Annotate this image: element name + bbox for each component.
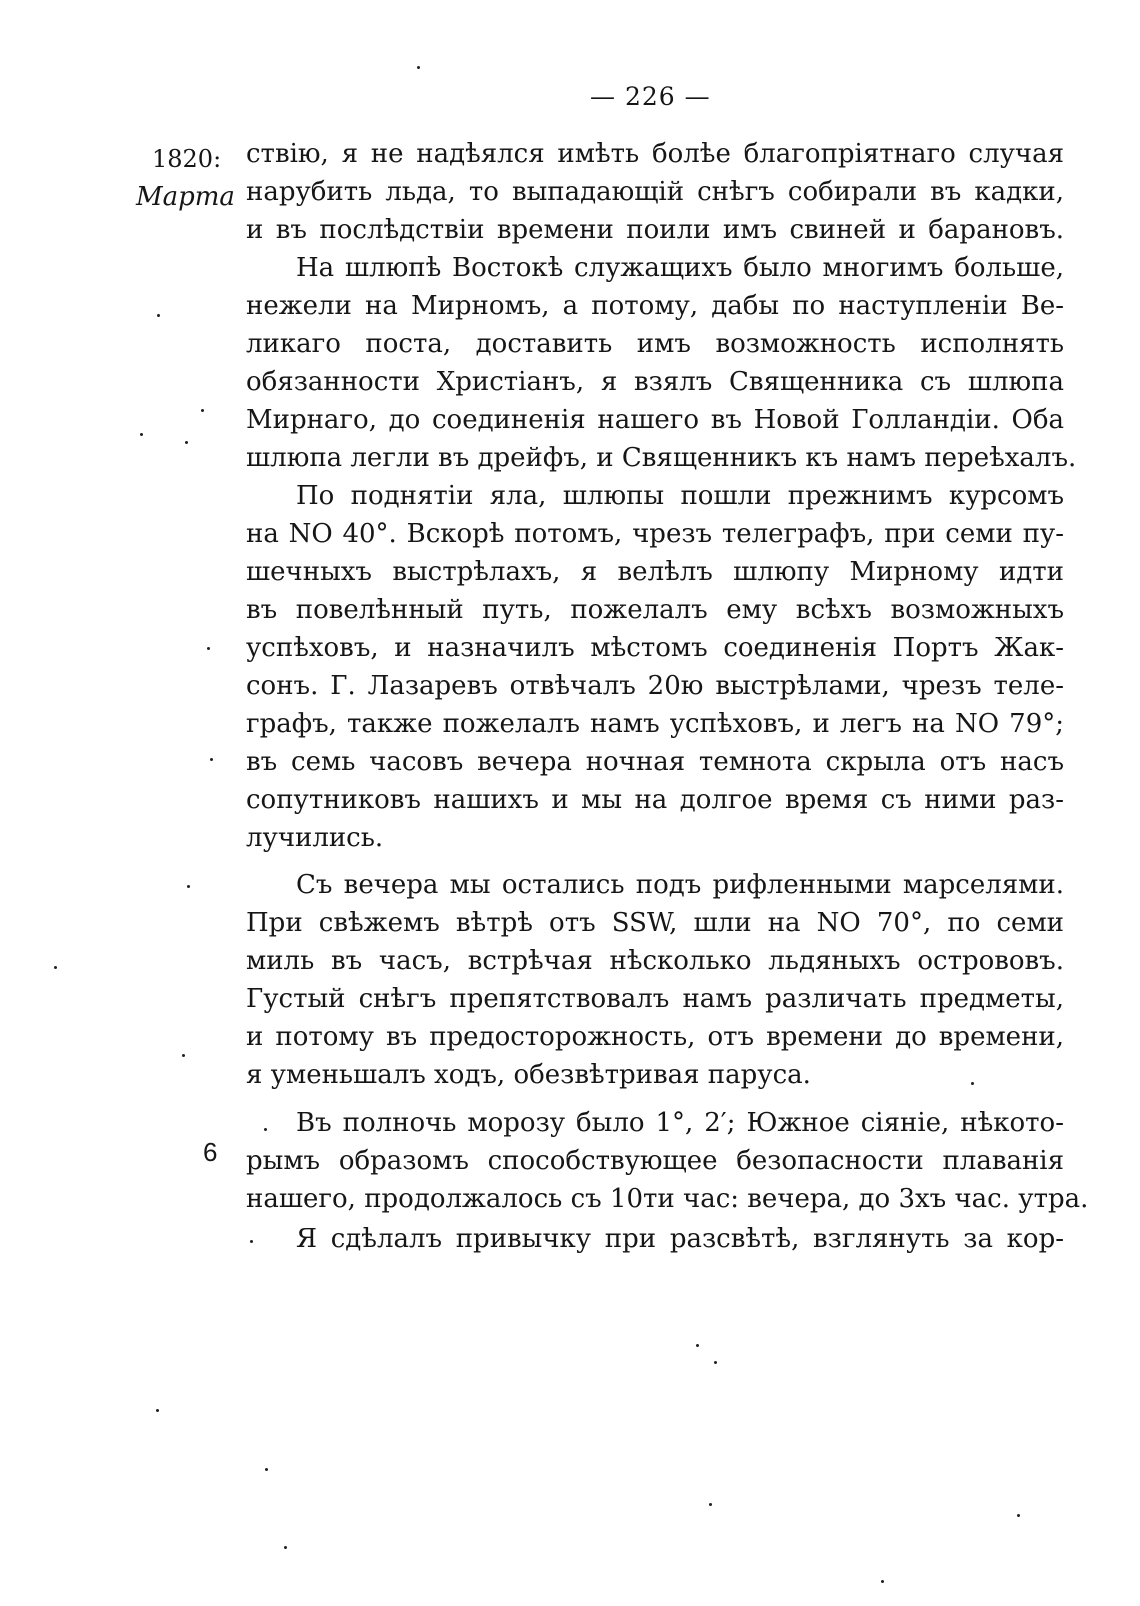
text-line: и въ послѣдствіи времени поили имъ свиней и барановъ. [246, 215, 1064, 245]
text-line: Въ полночь морозу было 1°, 2′; Южное сіяніе, нѣкото- [296, 1108, 1064, 1138]
text-line: сопутниковъ нашихъ и мы на долгое время съ ними раз- [246, 785, 1064, 815]
scan-speck [182, 1054, 185, 1057]
scan-speck [185, 441, 188, 444]
scan-speck [187, 885, 190, 888]
text-line: нежели на Мирномъ, а потому, дабы по наступленіи Ве- [246, 291, 1064, 321]
scan-speck [709, 1503, 712, 1506]
text-line: графъ, также пожелалъ намъ успѣховъ, и легъ на NO 79°; [246, 709, 1064, 739]
text-line: ствію, я не надѣялся имѣть болѣе благопріятнаго случая [246, 139, 1064, 169]
scan-speck [210, 758, 213, 761]
text-line: При свѣжемъ вѣтрѣ отъ SSW, шли на NO 70°, по семи [246, 908, 1064, 938]
text-line: рымъ образомъ способствующее безопасности плаванія [246, 1146, 1064, 1176]
text-line: въ повелѣнный путь, пожелалъ ему всѣхъ возможныхъ [246, 595, 1064, 625]
scan-speck [417, 66, 420, 69]
text-line: успѣховъ, и назначилъ мѣстомъ соединенія Портъ Жак- [246, 633, 1064, 663]
text-line: нарубить льда, то выпадающій снѣгъ собирали въ кадки, [246, 177, 1064, 207]
scan-speck [157, 314, 160, 317]
scan-speck [156, 1409, 159, 1412]
scan-speck [250, 1240, 253, 1243]
scan-speck [201, 409, 204, 412]
text-line: Густый снѣгъ препятствовалъ намъ различать предметы, [246, 984, 1064, 1014]
text-line: Мирнаго, до соединенія нашего въ Новой Голландіи. Оба [246, 405, 1064, 435]
scan-speck [714, 1361, 717, 1364]
text-line: ликаго поста, доставить имъ возможность исполнять [246, 329, 1064, 359]
scan-speck [1017, 1514, 1020, 1517]
scan-speck [207, 647, 210, 650]
text-line: По поднятіи яла, шлюпы пошли прежнимъ курсомъ [296, 481, 1064, 511]
scan-speck [140, 433, 143, 436]
scan-speck [284, 1546, 287, 1549]
margin-note-year: 1820: [152, 145, 222, 173]
scan-speck [265, 1468, 268, 1471]
scan-speck [696, 1344, 699, 1347]
scan-speck [971, 1082, 974, 1085]
text-line: на NO 40°. Вскорѣ потомъ, чрезъ телеграфъ, при семи пу- [246, 519, 1064, 549]
text-line: я уменьшалъ ходъ, обезвѣтривая паруса. [246, 1060, 811, 1090]
text-line: шлюпа легли въ дрейфъ, и Священникъ къ намъ переѣхалъ. [246, 443, 1077, 473]
scan-speck [264, 1128, 267, 1131]
text-line: шечныхъ выстрѣлахъ, я велѣлъ шлюпу Мирному идти [246, 557, 1064, 587]
page-number: — 226 — [590, 82, 711, 111]
scan-speck [54, 966, 57, 969]
text-line: въ семь часовъ вечера ночная темнота скрыла отъ насъ [246, 747, 1064, 777]
text-line: и потому въ предосторожность, отъ времени до времени, [246, 1022, 1064, 1052]
text-line: На шлюпѣ Востокѣ служащихъ было многимъ больше, [296, 253, 1064, 283]
scan-speck [881, 1580, 884, 1583]
text-line: сонъ. Г. Лазаревъ отвѣчалъ 20ю выстрѣлами, чрезъ теле- [246, 671, 1064, 701]
text-line: лучились. [246, 823, 384, 853]
text-line: обязанности Христіанъ, я взялъ Священника съ шлюпа [246, 367, 1064, 397]
text-line: Я сдѣлалъ привычку при разсвѣтѣ, взглянуть за кор- [296, 1224, 1064, 1254]
text-line: Съ вечера мы остались подъ рифленными марселями. [296, 870, 1064, 900]
text-line: миль въ часъ, встрѣчая нѣсколько льдяныхъ острововъ. [246, 946, 1064, 976]
margin-note-month: Марта [136, 182, 235, 212]
text-line: нашего, продолжалось съ 10ти час: вечера, до 3хъ час. утра. [246, 1184, 1089, 1214]
margin-note-day: 6 [203, 1137, 218, 1167]
